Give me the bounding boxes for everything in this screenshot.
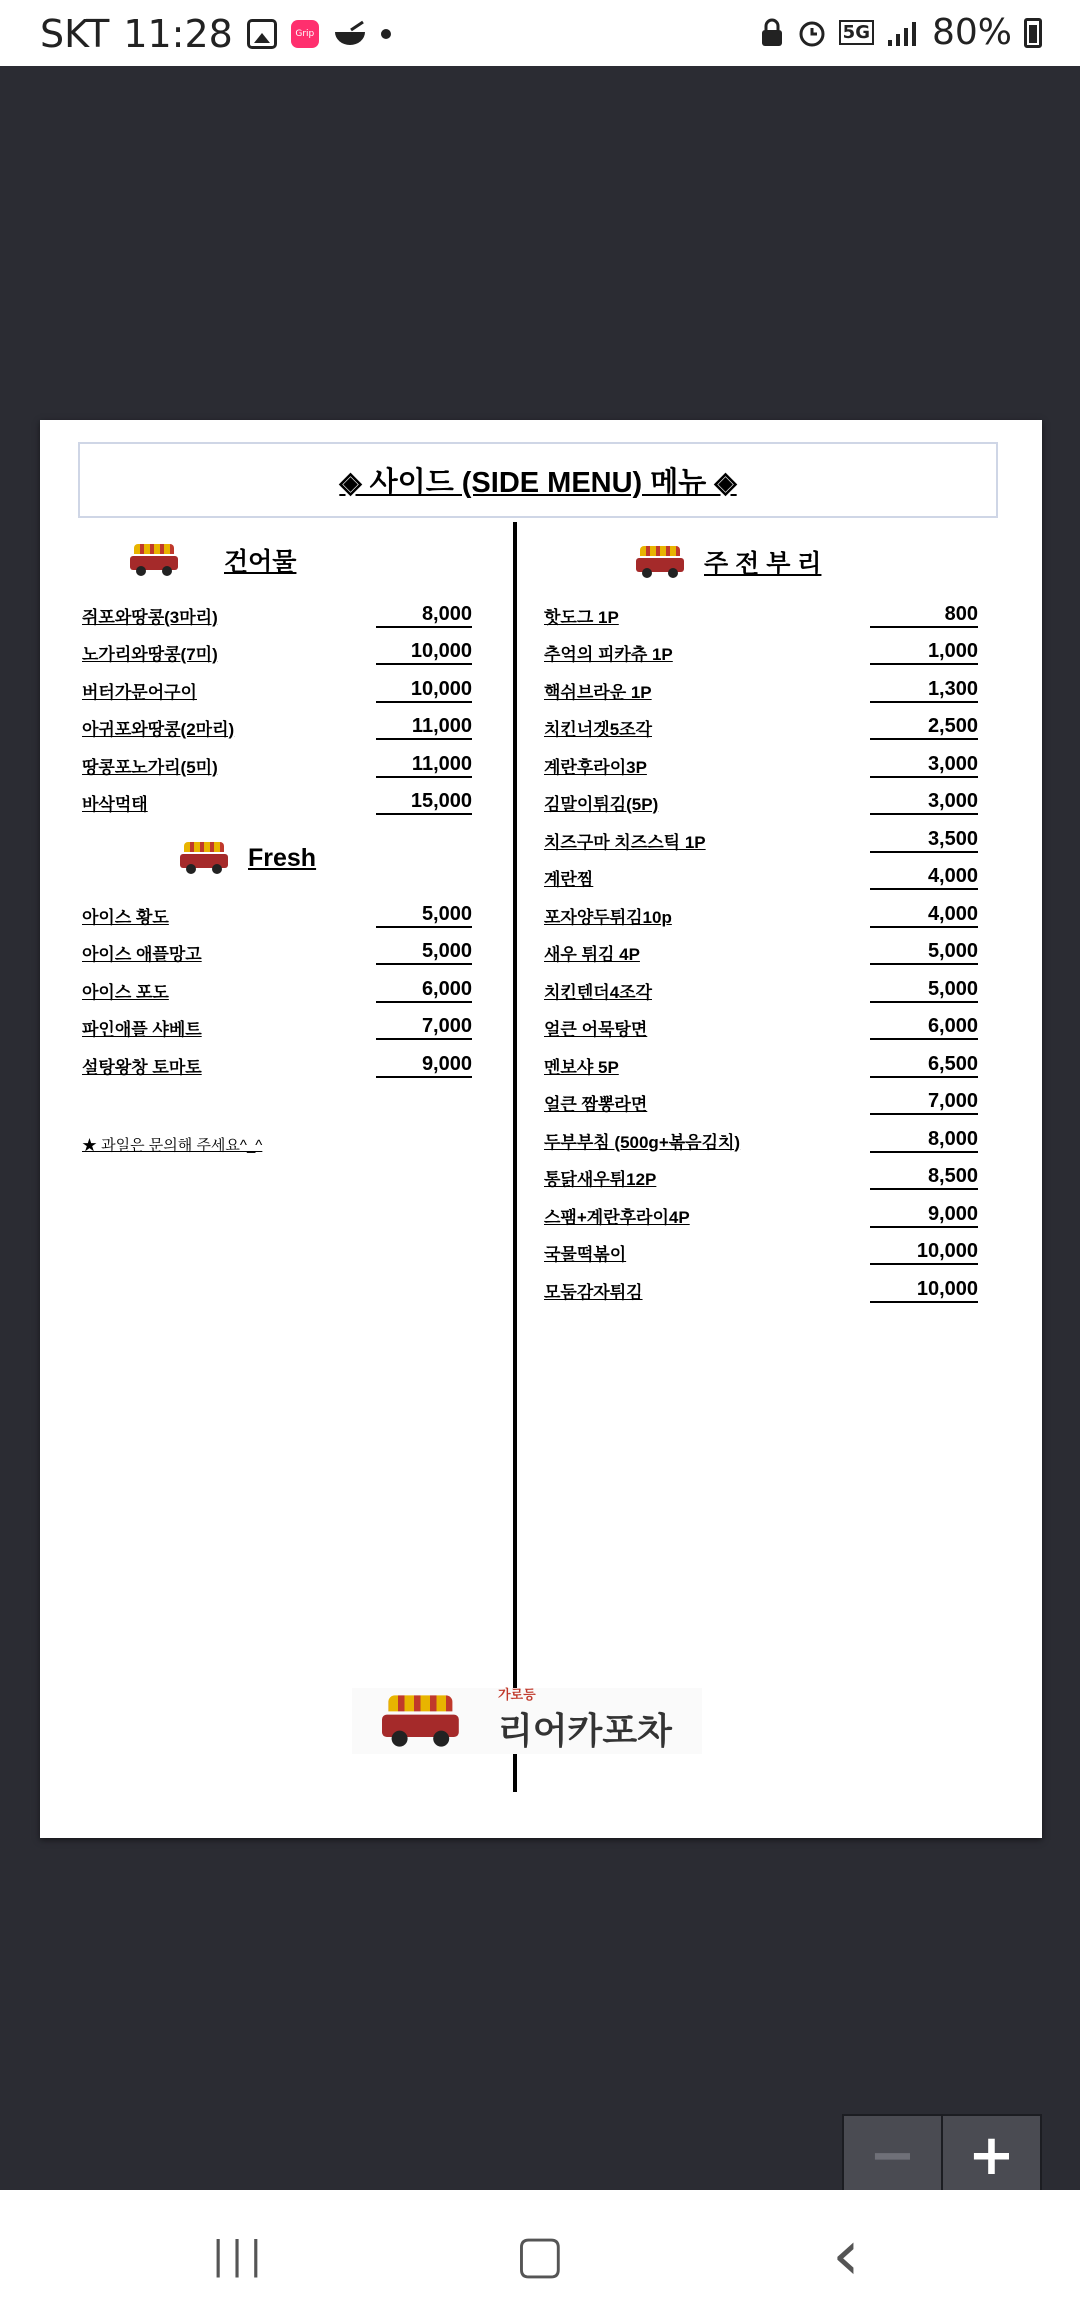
item-price: 3,000 [870,752,978,778]
item-price: 10,000 [376,639,472,665]
item-name: 땅콩포노가리(5미) [82,757,218,777]
list-item [544,637,1014,667]
item-price: 10,000 [376,677,472,703]
logo-small-text: 가로등 [498,1687,536,1703]
item-name: 통닭새우튀12P [544,1169,657,1189]
item-price: 6,000 [376,977,472,1003]
list-item [544,712,1014,742]
item-name: 아귀포와땅콩(2마리) [82,719,235,739]
food-truck-icon [130,544,178,576]
gallery-icon [247,19,277,49]
food-truck-icon [382,1695,459,1746]
list-item [544,1012,1014,1042]
status-right [759,12,1042,53]
menu-document-page [40,420,1042,1838]
item-price: 5,000 [376,902,472,928]
section-header-dried [130,542,296,578]
item-price: 10,000 [870,1277,978,1303]
list-item [544,825,1014,855]
item-name: 김말이튀김(5P) [544,794,659,814]
item-name: 핵쉬브라운 1P [544,682,652,702]
clock: 11:28 [123,12,233,56]
zoom-in-button[interactable]: + [943,2116,1040,2194]
item-price: 2,500 [870,714,978,740]
list-item [82,1050,517,1080]
item-name: 아이스 포도 [82,982,169,1002]
item-name: 얼큰 짬뽕라면 [544,1094,648,1114]
notification-dot-icon [381,29,391,39]
grip-label: Grip [295,29,315,39]
list-item [82,675,517,705]
menu-title: ◈ 사이드 (SIDE MENU) 메뉴 ◈ [339,466,737,499]
item-name: 치킨텐더4조각 [544,982,652,1002]
carrier-label: SKT [40,12,110,56]
restaurant-logo [352,1688,702,1754]
section-title-fresh: Fresh [248,843,317,872]
item-price: 9,000 [376,1052,472,1078]
fruit-note: ★ 과일은 문의해 주세요^_^ [82,1137,263,1154]
zoom-control [842,2114,1042,2196]
item-name: 핫도그 1P [544,607,619,627]
list-item [544,1050,1014,1080]
list-item [82,1012,517,1042]
item-price: 5,000 [376,939,472,965]
item-name: 스팸+계란후라이4P [544,1207,690,1227]
logo-text-group [498,1689,672,1754]
logo-name: 리어카포차 [498,1709,672,1751]
item-price: 11,000 [376,714,472,740]
item-price: 4,000 [870,864,978,890]
status-bar [0,0,1080,66]
item-price: 5,000 [870,977,978,1003]
list-item [544,600,1014,630]
item-price: 8,000 [870,1127,978,1153]
item-price: 3,000 [870,789,978,815]
item-name: 두부부침 (500g+볶음김치) [544,1132,741,1152]
list-item [544,1200,1014,1230]
list-item [544,1275,1014,1305]
item-price: 8,000 [376,602,472,628]
item-name: 쥐포와땅콩(3마리) [82,607,218,627]
food-truck-icon [180,842,228,874]
list-item [544,675,1014,705]
list-item [82,900,517,930]
list-item [82,637,517,667]
item-name: 계란찜 [544,869,594,889]
list-item [544,937,1014,967]
zoom-out-button[interactable]: − [844,2116,943,2194]
signal-icon [886,18,920,48]
battery-icon [1024,18,1042,48]
list-item [544,750,1014,780]
section-header-snacks [636,544,821,580]
battery-percent: 80% [931,12,1012,53]
item-name: 노가리와땅콩(7미) [82,644,218,664]
list-item [82,712,517,742]
item-name: 설탕왕창 토마토 [82,1057,202,1077]
alarm-icon [797,18,827,48]
item-price: 15,000 [376,789,472,815]
item-price: 6,000 [870,1014,978,1040]
item-name: 새우 튀김 4P [544,944,640,964]
item-name: 계란후라이3P [544,757,647,777]
list-item [82,787,517,817]
item-name: 바삭먹태 [82,794,148,814]
navigation-bar [0,2190,1080,2316]
item-price: 11,000 [376,752,472,778]
item-price: 1,000 [870,639,978,665]
bowl-icon [333,20,367,48]
list-item [544,862,1014,892]
recent-apps-icon: ||| [211,2233,269,2277]
item-price: 7,000 [870,1089,978,1115]
item-price: 5,000 [870,939,978,965]
section-header-fresh [180,842,316,874]
list-item [544,900,1014,930]
recent-apps-button[interactable] [200,2220,280,2290]
list-item [544,975,1014,1005]
item-price: 3,500 [870,827,978,853]
list-item [82,600,517,630]
item-price: 8,500 [870,1164,978,1190]
home-button[interactable] [500,2220,580,2290]
list-item [544,1237,1014,1267]
list-item [544,787,1014,817]
item-price: 6,500 [870,1052,978,1078]
status-left [40,12,391,56]
list-item [82,975,517,1005]
item-price: 7,000 [376,1014,472,1040]
item-name: 치킨너겟5조각 [544,719,652,739]
home-icon: ▢ [515,2225,565,2285]
item-price: 9,000 [870,1202,978,1228]
item-price: 1,300 [870,677,978,703]
item-name: 버터가문어구이 [82,682,197,702]
section-title-dried: 건어물 [224,548,297,576]
back-icon: ‹ [832,2214,860,2296]
item-name: 아이스 애플망고 [82,944,202,964]
section-title-snacks: 주 전 부 리 [704,550,822,578]
lock-rotate-icon [759,18,785,48]
item-price: 800 [870,602,978,628]
back-button[interactable] [806,2214,886,2296]
item-price: 4,000 [870,902,978,928]
list-item [82,750,517,780]
item-name: 추억의 피카츄 1P [544,644,673,664]
menu-title-box [78,442,998,518]
item-name: 파인애플 샤베트 [82,1019,202,1039]
list-item [544,1087,1014,1117]
item-name: 아이스 황도 [82,907,169,927]
item-name: 포자양두튀김10p [544,907,672,927]
item-price: 10,000 [870,1239,978,1265]
list-item [544,1125,1014,1155]
grip-app-icon [291,20,319,48]
item-name: 얼큰 어묵탕면 [544,1019,648,1039]
food-truck-icon [636,546,684,578]
item-name: 모둠감자튀김 [544,1282,643,1302]
list-item [82,937,517,967]
item-name: 멘보샤 5P [544,1057,619,1077]
item-name: 국물떡볶이 [544,1244,627,1264]
list-item [544,1162,1014,1192]
item-name: 치즈구마 치즈스틱 1P [544,832,706,852]
network-type: 5G [839,20,874,45]
